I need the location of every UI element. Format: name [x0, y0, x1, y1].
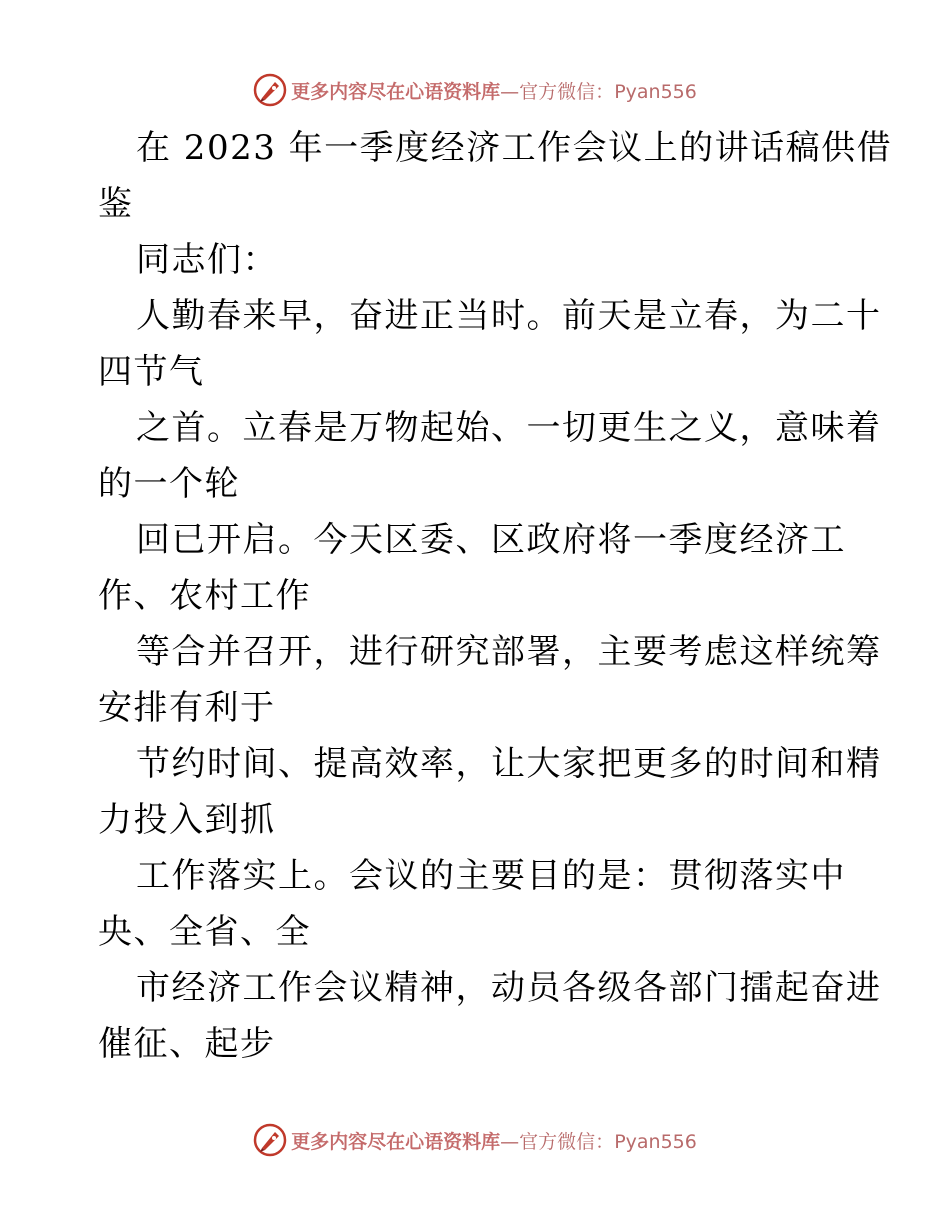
text-line: 人勤春来早，奋进正当时。前天是立春，为二十 [136, 296, 882, 336]
text-line: 的一个轮 [98, 464, 240, 504]
text-line: 工作落实上。会议的主要目的是：贯彻落实中 [136, 856, 846, 896]
watermark-brand: 更多内容尽在心语资料库 [291, 1130, 501, 1153]
watermark-contact-id: Pyan556 [614, 1130, 697, 1153]
watermark-text [291, 77, 697, 104]
watermark-separator: — [500, 1130, 520, 1153]
watermark-brand: 更多内容尽在心语资料库 [291, 80, 501, 103]
watermark-banner-bottom [0, 1120, 950, 1160]
text-line: 央、全省、全 [98, 912, 311, 952]
text-line: 四节气 [98, 352, 205, 392]
watermark-banner-top [0, 70, 950, 110]
pen-logo-icon [253, 1123, 287, 1157]
watermark-contact-label: 官方微信： [519, 80, 615, 103]
text-line: 催征、起步 [98, 1024, 276, 1064]
text-line: 力投入到抓 [98, 800, 276, 840]
text-line: 回已开启。今天区委、区政府将一季度经济工 [136, 520, 846, 560]
text-line: 安排有利于 [98, 688, 276, 728]
pen-logo-icon [253, 73, 287, 107]
text-line: 作、农村工作 [98, 576, 311, 616]
watermark-separator: — [500, 80, 520, 103]
text-line: 节约时间、提高效率，让大家把更多的时间和精 [136, 744, 882, 784]
watermark-contact-label: 官方微信： [519, 1130, 615, 1153]
document-body [98, 120, 893, 1072]
text-line: 等合并召开，进行研究部署，主要考虑这样统筹 [136, 632, 882, 672]
text-line: 鉴 [98, 184, 134, 224]
watermark-contact-id: Pyan556 [614, 80, 697, 103]
text-line: 市经济工作会议精神，动员各级各部门擂起奋进 [136, 968, 882, 1008]
watermark-text [291, 1127, 697, 1154]
text-line: 在 2023 年一季度经济工作会议上的讲话稿供借 [136, 128, 893, 168]
text-line: 同志们： [136, 240, 278, 280]
text-line: 之首。立春是万物起始、一切更生之义，意味着 [136, 408, 882, 448]
